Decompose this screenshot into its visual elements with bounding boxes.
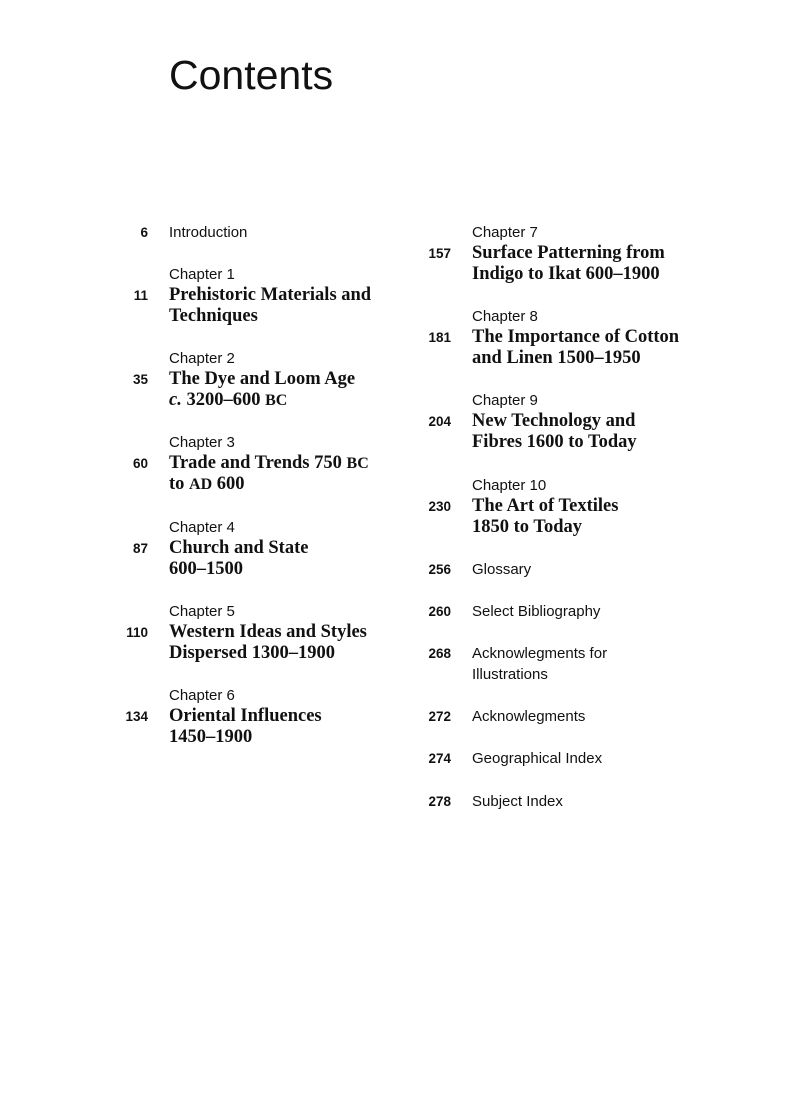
page-number: 157 (428, 246, 451, 261)
chapter-label: Chapter 3 (169, 434, 235, 451)
toc-entry-chapter-5[interactable] (0, 601, 400, 664)
chapter-label: Chapter 2 (169, 350, 235, 367)
toc-entry-bibliography[interactable] (400, 601, 800, 622)
chapter-label: Chapter 7 (472, 224, 538, 241)
page-number: 134 (125, 709, 148, 724)
chapter-title-line: 1450–1900 (169, 727, 253, 747)
chapter-title-line: 1850 to Today (472, 517, 583, 537)
chapter-title-line (169, 474, 400, 495)
chapter-title-line: The Importance of Cotton (472, 327, 680, 347)
page-number: 256 (428, 562, 451, 577)
toc-entry-illustration-credits[interactable] (400, 643, 800, 685)
era-abbrev: BC (346, 455, 369, 472)
chapter-label: Chapter 1 (169, 266, 235, 283)
toc-entry-chapter-8[interactable] (400, 306, 800, 369)
chapter-title-line: New Technology and (472, 411, 636, 431)
page-number: 278 (428, 794, 451, 809)
entry-label: Geographical Index (472, 750, 603, 767)
toc-entry-chapter-4[interactable] (0, 517, 400, 580)
entry-label: Acknowlegments (472, 708, 586, 725)
page-number: 6 (140, 225, 148, 240)
chapter-title-line: Dispersed 1300–1900 (169, 643, 335, 663)
chapter-title-line: Prehistoric Materials and (169, 285, 372, 305)
page-number: 274 (428, 751, 451, 766)
chapter-title-line: Surface Patterning from (472, 243, 665, 263)
chapter-title-line: and Linen 1500–1950 (472, 348, 641, 368)
toc-entry-chapter-7[interactable] (400, 222, 800, 285)
chapter-label: Chapter 8 (472, 308, 538, 325)
chapter-title-line: Church and State (169, 538, 309, 558)
page-number: 35 (132, 372, 148, 387)
page-title: Contents (169, 52, 334, 98)
page-number: 204 (428, 414, 451, 429)
chapter-label: Chapter 5 (169, 603, 235, 620)
entry-label: Subject Index (472, 793, 563, 810)
page-number: 181 (428, 330, 451, 345)
toc-entry-glossary[interactable] (400, 559, 800, 580)
page-number: 230 (428, 499, 451, 514)
chapter-title-line: 600–1500 (169, 559, 243, 579)
circa-abbrev: c. (169, 390, 182, 410)
toc-entry-acknowlegments[interactable] (400, 706, 800, 727)
chapter-title-line: Fibres 1600 to Today (472, 432, 637, 452)
chapter-title-line: The Art of Textiles (472, 496, 619, 516)
date-range: 3200–600 (181, 390, 266, 410)
entry-label: Select Bibliography (472, 603, 601, 620)
chapter-title-line (169, 390, 400, 411)
page-number: 110 (126, 625, 148, 640)
chapter-title-line: Techniques (169, 306, 258, 326)
chapter-title-line: Oriental Influences (169, 706, 322, 726)
page-number: 60 (132, 456, 148, 471)
page-number: 11 (133, 288, 148, 303)
toc-entry-chapter-3[interactable] (0, 432, 400, 495)
chapter-label: Chapter 10 (472, 477, 547, 494)
page-number: 272 (428, 709, 451, 724)
page-number: 260 (428, 604, 451, 619)
chapter-label: Chapter 6 (169, 687, 235, 704)
page-number: 87 (132, 541, 148, 556)
chapter-title-line: Indigo to Ikat 600–1900 (472, 264, 660, 284)
chapter-title-line (169, 453, 400, 474)
title-text: to (169, 474, 190, 494)
toc-entry-chapter-10[interactable] (400, 475, 800, 538)
chapter-label: Chapter 4 (169, 519, 235, 536)
toc-entry-subject-index[interactable] (400, 791, 800, 812)
toc-entry-chapter-9[interactable] (400, 390, 800, 453)
era-abbrev: BC (265, 392, 288, 409)
toc-entry-chapter-2[interactable] (0, 348, 400, 411)
chapter-label: Chapter 9 (472, 392, 538, 409)
toc-entry-geographical-index[interactable] (400, 748, 800, 769)
entry-label: Glossary (472, 561, 532, 578)
toc-entry-introduction[interactable] (0, 222, 400, 243)
entry-label: Illustrations (472, 666, 548, 683)
toc-entry-chapter-6[interactable] (0, 685, 400, 748)
page-number: 268 (428, 646, 451, 661)
title-text: 600 (212, 474, 245, 494)
title-text: Trade and Trends 750 (169, 453, 347, 473)
entry-label: Acknowlegments for (472, 645, 608, 662)
toc-entry-chapter-1[interactable] (0, 264, 400, 327)
era-abbrev: AD (189, 476, 213, 493)
entry-label: Introduction (169, 224, 248, 241)
chapter-title-line: Western Ideas and Styles (169, 622, 367, 642)
chapter-title-line: The Dye and Loom Age (169, 369, 356, 389)
